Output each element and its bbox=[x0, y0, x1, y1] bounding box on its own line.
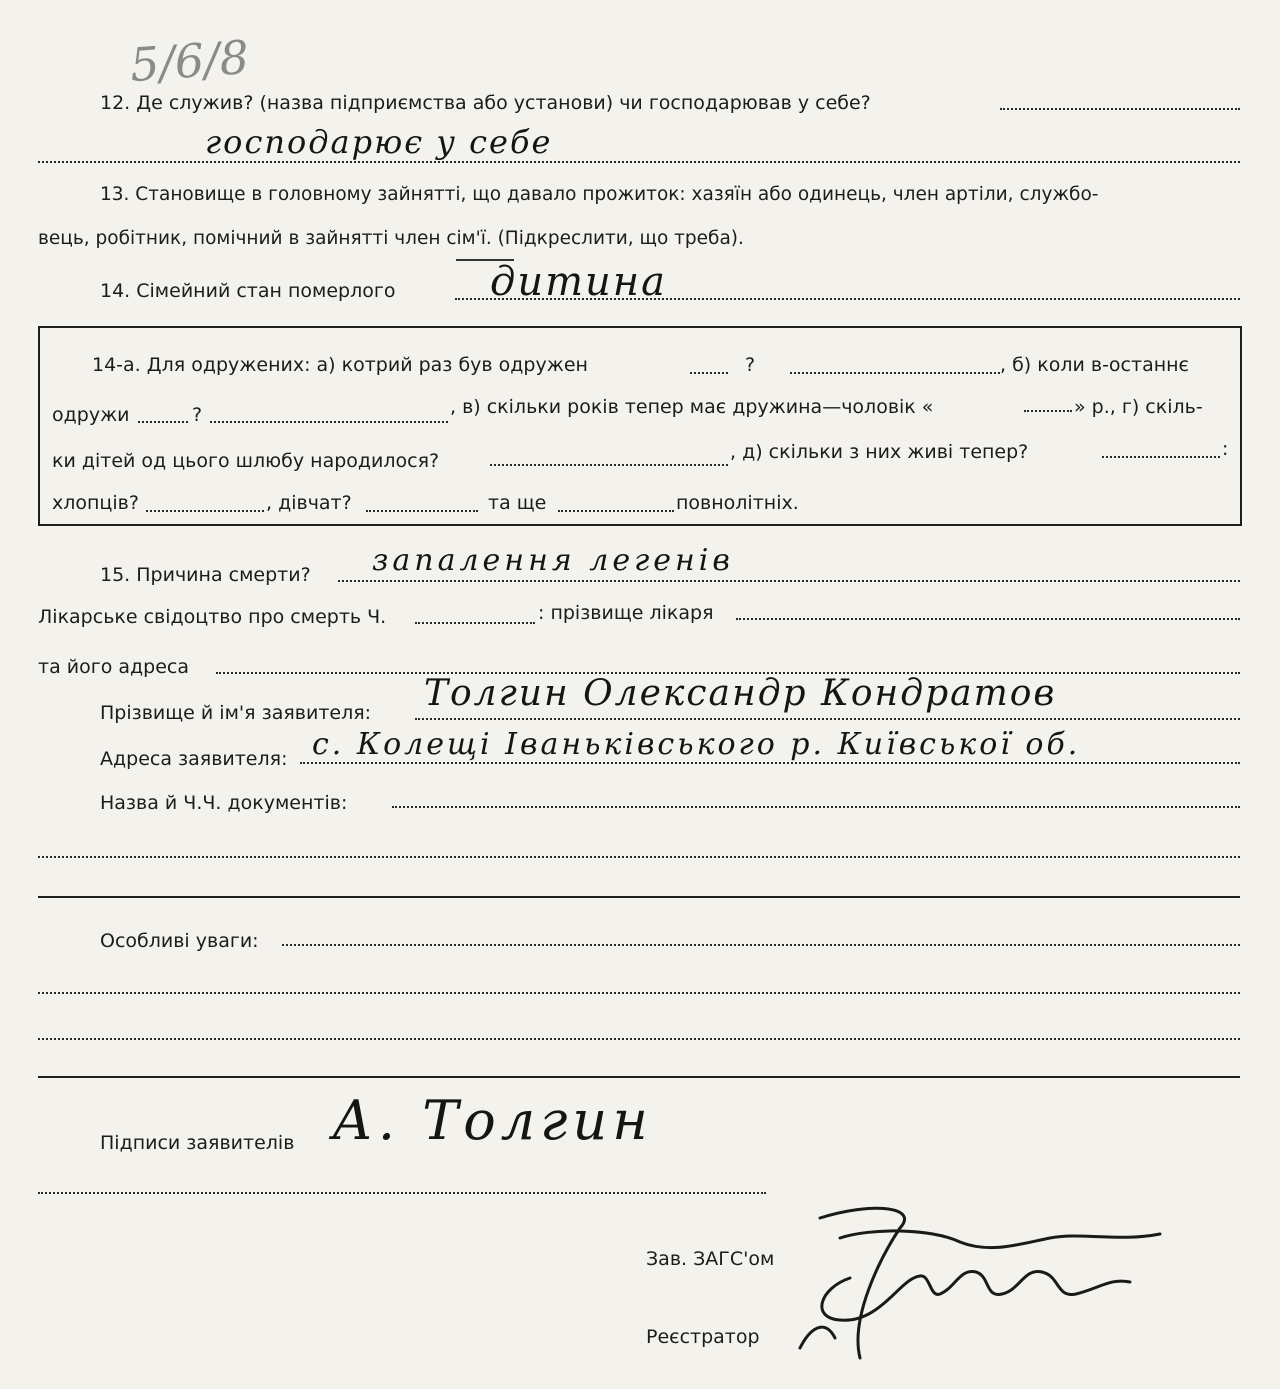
dotted-fill bbox=[146, 510, 264, 512]
medical-label-b: : прізвище лікаря bbox=[538, 602, 714, 624]
dotted-fill bbox=[790, 372, 1000, 374]
applicant-name-value: Толгин Олександр Кондратов bbox=[424, 673, 1057, 714]
applicant-address-label: Адреса заявителя: bbox=[100, 748, 288, 770]
item14a-line2-a: одружи bbox=[52, 404, 130, 426]
medical-label-a: Лікарське свідоцтво про смерть Ч. bbox=[38, 606, 387, 628]
item12-label: 12. Де служив? (назва підприємства або установи) чи господарював у себе? bbox=[100, 92, 871, 114]
item14a-line1-a: 14-а. Для одружених: а) котрий раз був одружен bbox=[92, 354, 588, 376]
dotted-fill bbox=[415, 718, 1240, 720]
item14a-line4-a: хлопців? bbox=[52, 492, 139, 514]
section-divider bbox=[38, 896, 1240, 898]
dotted-fill bbox=[558, 510, 674, 512]
item14a-line1-c: , б) коли в-останнє bbox=[1000, 354, 1189, 376]
notes-label: Особливі уваги: bbox=[100, 930, 259, 952]
item14a-line2-d: » р., г) скіль- bbox=[1074, 396, 1203, 418]
zags-label: Зав. ЗАГС'ом bbox=[646, 1248, 775, 1270]
dotted-fill bbox=[282, 944, 1240, 946]
item14-dotted-line bbox=[455, 298, 1240, 300]
dotted-fill bbox=[366, 510, 478, 512]
dotted-fill bbox=[138, 421, 188, 423]
dotted-fill bbox=[736, 618, 1240, 620]
item15-label: 15. Причина смерти? bbox=[100, 564, 311, 586]
item14a-line1-b: ? bbox=[745, 354, 756, 376]
applicant-name-label: Прізвище й ім'я заявителя: bbox=[100, 702, 372, 724]
notes-divider bbox=[38, 1076, 1240, 1078]
item14a-line3-c: : bbox=[1222, 438, 1229, 460]
item14a-line4-d: повнолітніх. bbox=[676, 492, 799, 514]
item15-dotted-line bbox=[338, 580, 1240, 582]
item14a-line3-a: ки дітей од цього шлюбу народилося? bbox=[52, 450, 440, 472]
applicant-signature-label: Підписи заявителів bbox=[100, 1132, 295, 1154]
dotted-fill bbox=[210, 421, 448, 423]
applicant-docs-label: Назва й Ч.Ч. документів: bbox=[100, 792, 348, 814]
item14a-line3-b: , д) скільки з них живі тепер? bbox=[730, 441, 1029, 463]
dotted-fill bbox=[1024, 410, 1072, 412]
item14a-line2-c: , в) скільки років тепер має дружина—чоловік « bbox=[450, 396, 934, 418]
item15-answer: запалення легенів bbox=[372, 543, 734, 578]
item14-label: 14. Сімейний стан померлого bbox=[100, 280, 396, 302]
applicant-address-value: с. Колещі Іваньківського р. Київської об. bbox=[312, 727, 1081, 762]
registrar-label: Реєстратор bbox=[646, 1326, 760, 1348]
dotted-fill bbox=[38, 1038, 1240, 1040]
item12-answer: господарює у себе bbox=[205, 123, 553, 161]
dotted-fill bbox=[690, 372, 728, 374]
item14a-line4-b: , дівчат? bbox=[266, 492, 352, 514]
item12-answer-line bbox=[38, 161, 1240, 163]
dotted-fill bbox=[38, 992, 1240, 994]
item12-dotted-line bbox=[1000, 108, 1240, 110]
dotted-fill bbox=[392, 806, 1240, 808]
item13-line2: вець, робітник, помічний в зайнятті член сім'ї. (Підкреслити, що треба). bbox=[38, 228, 744, 249]
item14-answer: дитина bbox=[490, 259, 667, 305]
applicant-signature: А. Толгин bbox=[332, 1089, 653, 1152]
archive-number: 5/6/8 bbox=[128, 29, 251, 93]
dotted-fill bbox=[38, 1192, 766, 1194]
medical-label-c: та його адреса bbox=[38, 656, 189, 678]
dotted-fill bbox=[490, 464, 728, 466]
official-signature bbox=[780, 1198, 1200, 1378]
item13-line1: 13. Становище в головному зайнятті, що давало прожиток: хазяїн або одинець, член артіли, службо- bbox=[100, 184, 1099, 205]
dotted-fill bbox=[415, 622, 535, 624]
item14a-line2-b: ? bbox=[192, 404, 203, 426]
dotted-fill bbox=[300, 762, 1240, 764]
item14a-line4-c: та ще bbox=[488, 492, 547, 514]
dotted-fill bbox=[1102, 456, 1220, 458]
dotted-fill bbox=[38, 856, 1240, 858]
